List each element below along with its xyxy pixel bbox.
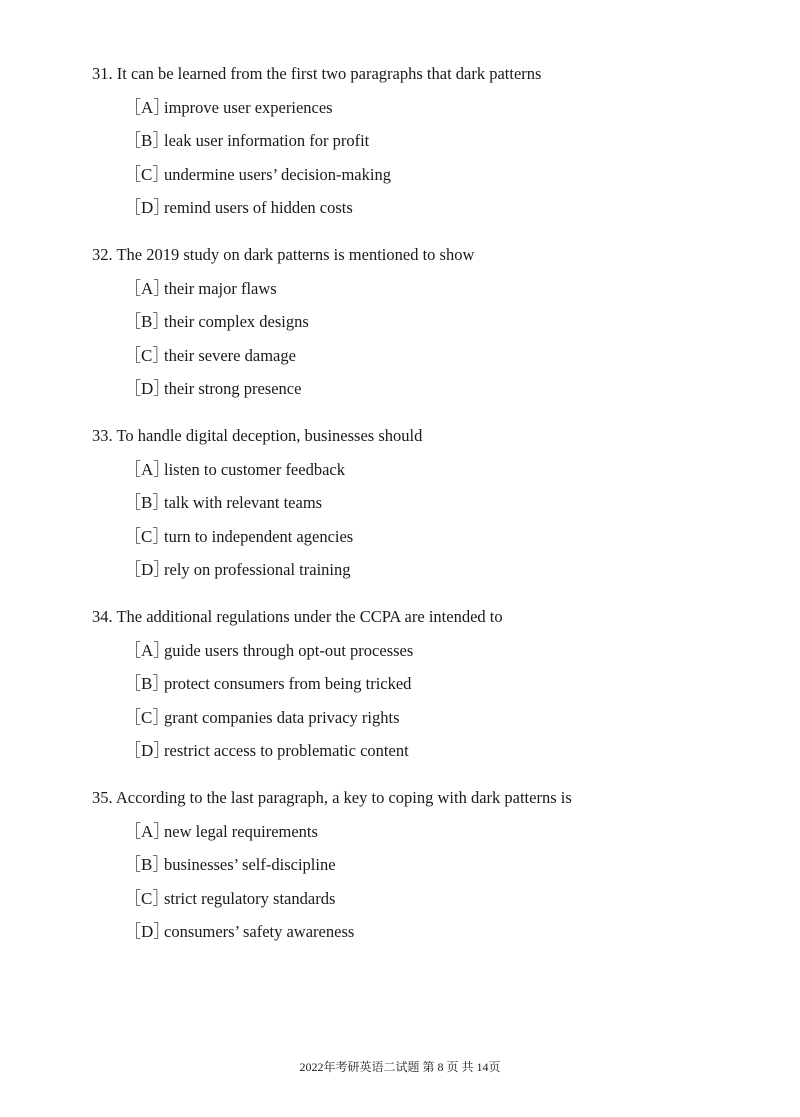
question-stem: 33. To handle digital deception, businesses should [92,426,423,445]
option-letter: ［C］ [124,526,170,546]
option-b [124,129,772,153]
option-a [124,639,772,663]
option-text: their severe damage [164,345,296,365]
option-letter: ［A］ [124,97,171,117]
option-letter: ［C］ [124,707,170,727]
page-footer: 2022年考研英语二试题 第 8 页 共 14页 [299,1060,501,1074]
option-b [124,853,772,877]
option-a [124,277,772,301]
question-31 [92,62,772,220]
option-b [124,672,772,696]
option-c [124,887,772,911]
option-text: remind users of hidden costs [164,198,353,217]
option-letter: ［B］ [124,131,170,150]
option-letter: ［B］ [124,312,170,331]
option-d [124,377,772,401]
option-text: grant companies data privacy rights [164,707,400,727]
option-letter: ［D］ [124,922,171,941]
option-a [124,820,772,844]
option-letter: ［D］ [124,560,171,579]
option-a [124,96,772,120]
option-text: turn to independent agencies [164,526,354,546]
option-d [124,558,772,582]
question-stem: 35. According to the last paragraph, a key to coping with dark patterns is [92,788,572,807]
option-a [124,458,772,482]
option-text: talk with relevant teams [164,493,323,512]
option-text: listen to customer feedback [164,459,345,479]
question-list [92,62,772,967]
option-letter: ［D］ [124,198,171,217]
option-letter: ［D］ [124,379,171,398]
option-letter: ［A］ [124,278,171,298]
option-b [124,310,772,334]
option-letter: ［A］ [124,821,171,841]
option-letter: ［C］ [124,345,170,365]
question-33 [92,424,772,582]
option-b [124,491,772,515]
option-d [124,739,772,763]
option-c [124,163,772,187]
option-d [124,920,772,944]
option-list [92,277,772,402]
option-text: restrict access to problematic content [164,741,409,760]
question-stem: 32. The 2019 study on dark patterns is mentioned to show [92,245,475,264]
option-list [92,458,772,583]
question-stem: 34. The additional regulations under the CCPA are intended to [92,607,503,626]
option-letter: ［A］ [124,640,171,660]
option-list [92,639,772,764]
option-c [124,706,772,730]
option-letter: ［A］ [124,459,171,479]
option-text: rely on professional training [164,560,351,579]
option-letter: ［C］ [124,164,170,184]
option-letter: ［B］ [124,674,170,693]
option-list [92,820,772,945]
option-letter: ［B］ [124,493,170,512]
option-text: improve user experiences [164,97,333,117]
option-text: strict regulatory standards [164,888,336,908]
option-text: their complex designs [164,312,309,331]
option-c [124,525,772,549]
option-text: guide users through opt-out processes [164,640,414,660]
option-letter: ［B］ [124,855,170,874]
question-32 [92,243,772,401]
option-text: their major flaws [164,278,277,298]
question-stem: 31. It can be learned from the first two paragraphs that dark patterns [92,64,542,83]
option-list [92,96,772,221]
option-letter: ［D］ [124,741,171,760]
question-35 [92,786,772,944]
option-text: protect consumers from being tricked [164,674,412,693]
option-text: consumers’ safety awareness [164,922,355,941]
option-text: new legal requirements [164,821,318,841]
question-34 [92,605,772,763]
option-letter: ［C］ [124,888,170,908]
option-d [124,196,772,220]
option-text: businesses’ self-discipline [164,855,336,874]
option-text: their strong presence [164,379,302,398]
option-c [124,344,772,368]
option-text: undermine users’ decision-making [164,164,391,184]
option-text: leak user information for profit [164,131,370,150]
